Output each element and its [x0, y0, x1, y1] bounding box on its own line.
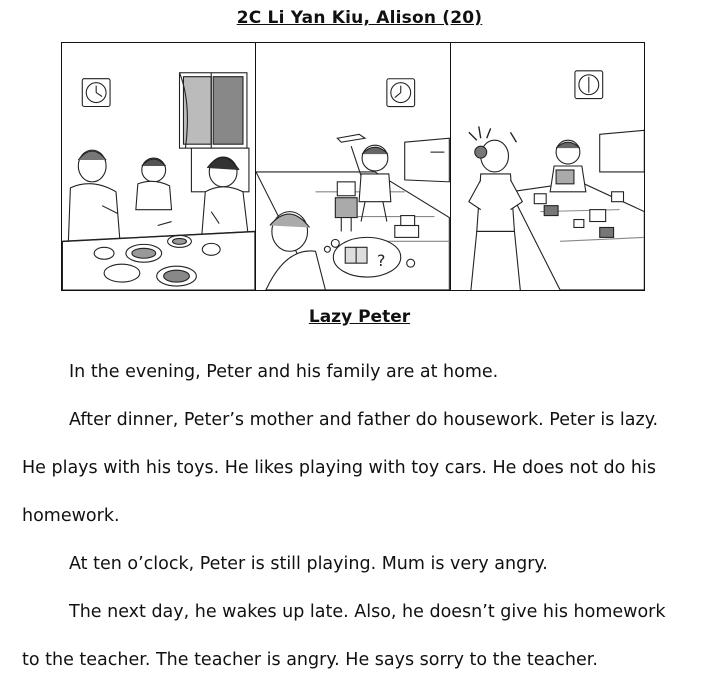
family-dinner-illustration — [62, 43, 255, 290]
mum-figure — [469, 140, 523, 290]
comic-panel-dinner — [62, 43, 255, 290]
window-illustration — [179, 73, 246, 148]
author-header: 2C Li Yan Kiu, Alison (20) — [236, 8, 483, 28]
story-title: Lazy Peter — [308, 307, 411, 327]
story-body — [22, 348, 682, 684]
story-paragraph: In the evening, Peter and his family are at home. — [69, 362, 499, 382]
child-figure — [136, 158, 172, 210]
question-mark-text: ? — [377, 251, 386, 271]
angry-mum-illustration — [451, 43, 644, 290]
comic-panel-playing — [255, 43, 449, 290]
story-paragraph: The next day, he wakes up late. Also, he doesn’t give his homework to the teacher. The teacher is angry. He says sorry to the teacher. — [22, 602, 666, 670]
peter-figure — [550, 140, 586, 192]
father-figure — [68, 150, 120, 241]
comic-panel-angry-mum — [450, 43, 644, 290]
clock-icon — [575, 71, 603, 99]
story-paragraph: After dinner, Peter’s mother and father do housework. Peter is lazy. He plays with his toys. He likes playing with toy cars. He does not do his homework. — [22, 410, 659, 526]
clock-icon — [82, 79, 110, 107]
comic-strip — [61, 42, 645, 291]
story-paragraph: At ten o’clock, Peter is still playing. Mum is very angry. — [69, 554, 548, 574]
clock-icon — [387, 79, 415, 107]
peter-playing-illustration — [256, 43, 449, 290]
